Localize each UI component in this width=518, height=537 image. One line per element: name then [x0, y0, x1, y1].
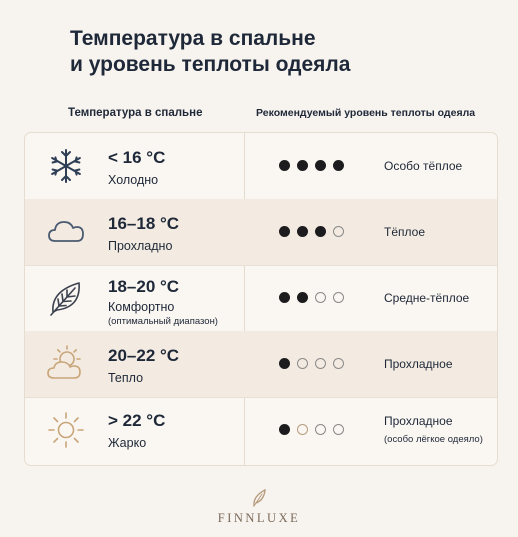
- warmth-dot-empty: [333, 292, 344, 303]
- warmth-dots: [279, 160, 351, 172]
- blanket-level: Тёплое: [384, 225, 425, 239]
- warmth-dot-empty: [297, 424, 308, 435]
- temperature-table: [24, 132, 498, 466]
- table-row: [25, 199, 497, 266]
- warmth-dots: [279, 358, 351, 370]
- temperature-description: Комфортно: [108, 300, 175, 314]
- warmth-dot-filled: [297, 226, 308, 237]
- blanket-level: Прохладное: [384, 357, 453, 371]
- warmth-dot-empty: [333, 424, 344, 435]
- temperature-description: Тепло: [108, 371, 144, 385]
- brand-logo: [0, 488, 518, 513]
- warmth-dot-empty: [333, 226, 344, 237]
- temperature-range: < 16 °C: [108, 148, 166, 167]
- blanket-level: Средне-тёплое: [384, 291, 470, 305]
- warmth-dot-filled: [333, 160, 344, 171]
- blanket-level: Особо тёплое: [384, 159, 463, 173]
- brand-name: FINNLUXE: [217, 511, 301, 525]
- table-row: [25, 397, 497, 465]
- table-row: [25, 331, 497, 398]
- cloud-icon: [45, 211, 87, 253]
- warmth-dot-filled: [279, 424, 290, 435]
- temperature-description: Холодно: [108, 173, 159, 187]
- temperature-range: > 22 °C: [108, 411, 166, 430]
- header-blanket-level: Рекомендуемый уровень теплоты одеяла: [256, 107, 476, 119]
- warmth-dot-filled: [279, 292, 290, 303]
- warmth-dot-filled: [315, 226, 326, 237]
- warmth-dots: [279, 424, 351, 436]
- title-line-2: и уровень теплоты одеяла: [70, 53, 351, 76]
- feather-icon: [250, 488, 268, 508]
- warmth-dot-filled: [297, 160, 308, 171]
- temperature-range: 16–18 °C: [108, 214, 180, 233]
- warmth-dot-empty: [333, 358, 344, 369]
- page-title: [70, 26, 350, 78]
- temperature-range: 20–22 °C: [108, 346, 180, 365]
- blanket-level-note: (особо лёгкое одеяло): [384, 434, 483, 445]
- warmth-dot-filled: [279, 358, 290, 369]
- warmth-dot-empty: [297, 358, 308, 369]
- warmth-dot-filled: [279, 226, 290, 237]
- warmth-dot-empty: [315, 424, 326, 435]
- warmth-dot-filled: [297, 292, 308, 303]
- warmth-dots: [279, 292, 351, 304]
- snowflake-icon: [45, 145, 87, 187]
- warmth-dot-filled: [279, 160, 290, 171]
- temperature-description: Прохладно: [108, 239, 173, 253]
- sun-icon: [45, 409, 87, 451]
- warmth-dots: [279, 226, 351, 238]
- table-row: [25, 265, 497, 332]
- blanket-level: Прохладное: [384, 414, 453, 428]
- table-row: [25, 133, 497, 200]
- temperature-range: 18–20 °C: [108, 277, 180, 296]
- temperature-description: Жарко: [108, 436, 147, 450]
- warmth-dot-empty: [315, 292, 326, 303]
- temperature-note: (оптимальный диапазон): [108, 316, 218, 327]
- title-line-1: Температура в спальне: [70, 27, 316, 50]
- leaf-icon: [45, 277, 87, 319]
- warmth-dot-filled: [315, 160, 326, 171]
- sun-behind-cloud-icon: [45, 343, 87, 385]
- warmth-dot-empty: [315, 358, 326, 369]
- header-room-temperature: Температура в спальне: [68, 107, 203, 119]
